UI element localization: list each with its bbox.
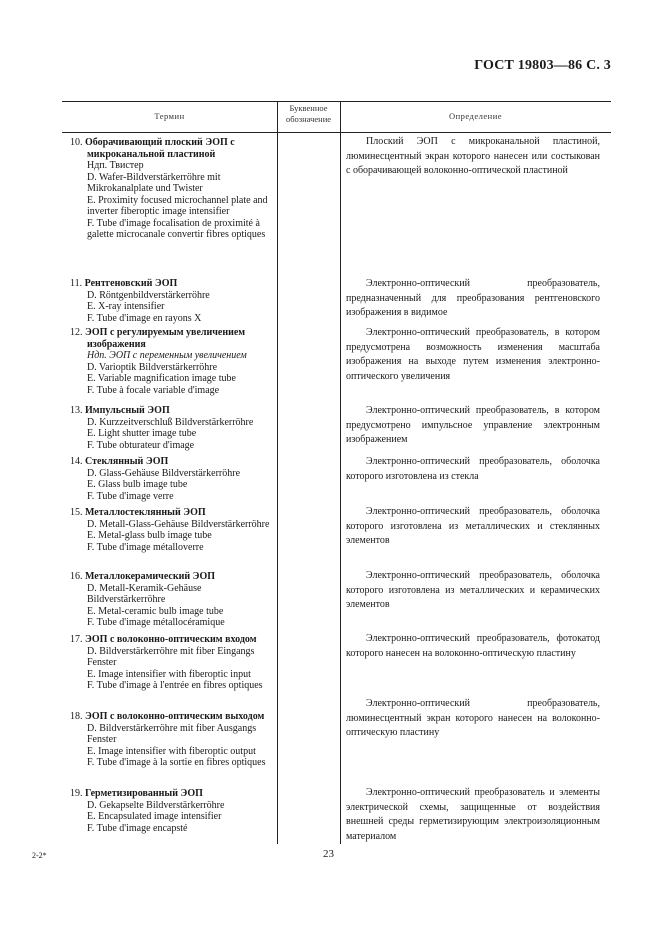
term-line: Ндп. Твистер <box>87 160 144 171</box>
term-title: Оборачивающий плоский ЭОП с микроканальной пластиной <box>85 137 235 160</box>
definition: Плоский ЭОП с микроканальной пластиной, люминесцентный экран которого нанесен или состыкован с оборачивающей волоконно-оптической пластиной <box>346 136 600 176</box>
term-title: Герметизированный ЭОП <box>85 788 203 799</box>
term-entry: 14. Стеклянный ЭОП D. Glass-Gehäuse Bildverstärkerröhre E. Glass bulb image tube F. Tube d'image verre <box>70 456 241 502</box>
footer-mark: 2-2* <box>32 851 47 860</box>
term-entry: 15. Металлостеклянный ЭОП D. Metall-Glass-Gehäuse Bildverstärkerröhre E. Metal-glass bulb image tube F. Tube d'image métalloverre <box>70 507 270 553</box>
col-divider <box>277 132 278 844</box>
term-entry: 18. ЭОП с волоконно-оптическим выходом D. Bildverstärkerröhre mit fiber Ausgangs Fenster E. Image intensifier with fiberoptic output F. Tube d'image à la sortie en fibres optiques <box>70 711 266 768</box>
definition: Электронно-оптический преобразователь, фотокатод которого нанесен на волоконно-оптическую пластину <box>346 633 600 659</box>
term-line: E. Proximity focused microchannel plate and inverter fiberoptic image intensifier <box>87 194 268 217</box>
term-title: Импульсный ЭОП <box>85 405 170 416</box>
term-entry: 12. ЭОП с регулируемым увеличением изображения Ндп. ЭОП с переменным увеличением D. Varioptik Bildverstärkerröhre E. Variable magnification image tube F. Tube à focale variable d'image <box>70 327 247 396</box>
column-header-designation: Буквенное обозначение <box>285 103 332 124</box>
term-title: Металлокерамический ЭОП <box>85 571 216 582</box>
page-number: 23 <box>323 848 334 860</box>
term-entry: 11. Рентгеновский ЭОП D. Röntgenbildverstärkerröhre E. X-ray intensifier F. Tube d'image en rayons X <box>70 278 210 324</box>
term-line: D. Wafer-Bildverstärkerröhre mit Mikrokanalplate und Twister <box>87 171 221 194</box>
definition: Электронно-оптический преобразователь, люминесцентный экран которого нанесен на волоконно-оптическую пластину <box>346 698 600 738</box>
table-top-rule <box>62 101 611 102</box>
definition: Электронно-оптический преобразователь, в котором предусмотрена возможность изменения масштаба изображения на выходе путем изменения электронно-оптического увеличения <box>346 327 600 382</box>
term-title: ЭОП с волоконно-оптическим входом <box>85 634 257 645</box>
column-header-term: Термин <box>154 111 185 121</box>
term-entry: 19. Герметизированный ЭОП D. Gekapselte Bildverstärkerröhre E. Encapsulated image intensifier F. Tube d'image encapsté <box>70 788 225 834</box>
term-title: Металлостеклянный ЭОП <box>85 507 206 518</box>
definition: Электронно-оптический преобразователь, предназначенный для преобразования рентгеновского изображения в видимое <box>346 278 600 318</box>
term-entry: 13. Импульсный ЭОП D. Kurzzeitverschluß Bildverstärkerröhre E. Light shutter image tube F. Tube obturateur d'image <box>70 405 254 451</box>
term-title: ЭОП с волоконно-оптическим выходом <box>85 711 265 722</box>
term-line: F. Tube d'image focalisation de proximité à galette microcanale convertir fibres optiques <box>87 217 266 240</box>
definition: Электронно-оптический преобразователь, оболочка которого изготовлена из металлических и стеклянных элементов <box>346 506 600 546</box>
col-divider <box>340 132 341 844</box>
page-header: ГОСТ 19803—86 С. 3 <box>474 58 611 73</box>
term-entry: 16. Металлокерамический ЭОП D. Metall-Keramik-Gehäuse Bildverstärkerröhre E. Metal-ceramic bulb image tube F. Tube d'image métallocéramique <box>70 571 225 628</box>
definition: Электронно-оптический преобразователь и элементы электрической схемы, защищенные от воздействия внешней среды герметизирующим электроизоляционным материалом <box>346 787 600 842</box>
term-title: Рентгеновский ЭОП <box>84 278 178 289</box>
term-entry: 10. Оборачивающий плоский ЭОП с микроканальной пластиной Ндп. Твистер D. Wafer-Bildverstärkerröhre mit Mikrokanalplate und Twister E. Proximity focused microchannel plate and inverter fiberoptic image intensifier F. Tube d'image focalisation de proximité à galette microcanale convertir fibres optiques <box>70 137 275 241</box>
term-entry: 17. ЭОП с волоконно-оптическим входом D. Bildverstärkerröhre mit fiber Eingangs Fenster E. Image intensifier with fiberoptic input F. Tube d'image à l'entrée en fibres optiques <box>70 634 263 691</box>
definition: Электронно-оптический преобразователь, оболочка которого изготовлена из стекла <box>346 456 600 482</box>
definition: Электронно-оптический преобразователь, в котором предусмотрено импульсное управление электронным изображением <box>346 405 600 445</box>
table-head-rule <box>62 132 611 133</box>
term-title: Стеклянный ЭОП <box>85 456 169 467</box>
term-title: ЭОП с регулируемым увеличением изображения <box>85 327 246 350</box>
definition: Электронно-оптический преобразователь, оболочка которого изготовлена из металлических и керамических элементов <box>346 570 600 610</box>
column-header-definition: Определение <box>448 111 503 121</box>
